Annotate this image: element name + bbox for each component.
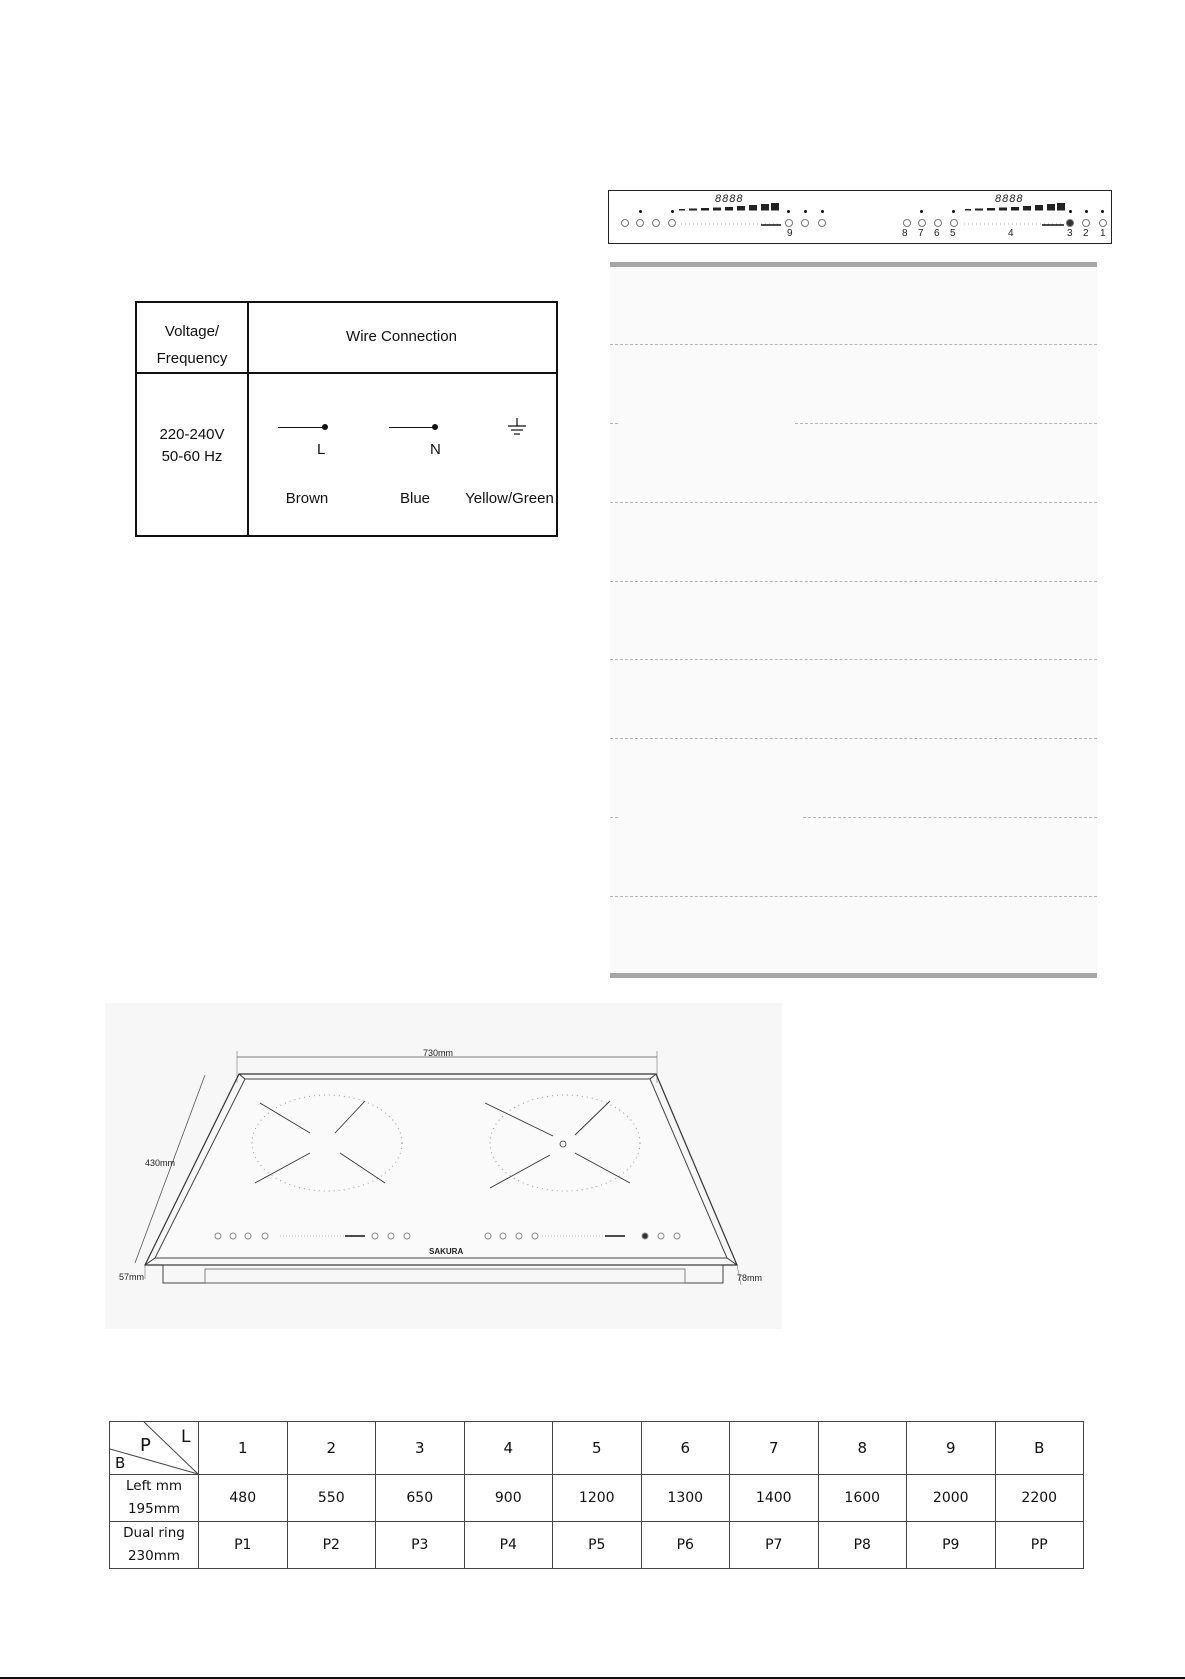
wire-connection-table [135,301,558,537]
main-power-icon [1099,219,1107,227]
wire-connection-header: Wire Connection [346,328,457,345]
label-7: 7 [918,228,924,239]
voltage-frequency-header: Voltage/ Frequency [156,323,228,367]
table-cell: 550 [287,1475,376,1522]
live-terminal-label: L [317,441,326,458]
neutral-terminal-label: N [430,441,441,458]
table-row [110,1522,1084,1569]
label-8: 8 [902,228,908,239]
right-power-bar [965,203,1065,211]
left-minus-button [621,219,629,227]
power-level-table [109,1421,1084,1569]
live-wire-line [278,427,325,428]
corner-l: L [181,1427,191,1447]
table-cell: P8 [818,1522,907,1569]
right-boost-button [1066,219,1074,227]
table-cell: P9 [907,1522,996,1569]
right-slider-scale [964,221,1064,227]
left-zone-display: 8888 [715,193,744,205]
table-cell: P2 [287,1522,376,1569]
left-timer-button [636,219,644,227]
label-6: 6 [934,228,940,239]
left-power-bar [679,203,779,211]
right-height-label: 78mm [737,1273,763,1283]
table-cell: P4 [464,1522,553,1569]
left-lock-button [801,219,809,227]
left-boost-button [785,219,793,227]
level-header: 4 [464,1422,553,1475]
voltage-value: 220-240V 50-60 Hz [159,426,225,465]
corner-b: B [115,1454,126,1472]
width-dimension-label: 730mm [423,1048,454,1058]
left-function-button [668,219,676,227]
table-cell: 480 [199,1475,288,1522]
blank-function-table [610,262,1097,978]
blue-wire-label: Blue [399,490,431,507]
right-function-button [950,219,958,227]
label-2: 2 [1083,228,1089,239]
right-zone-display: 8888 [995,193,1024,205]
table-cell: 2200 [995,1475,1084,1522]
power-icon [818,219,826,227]
table-cell: P6 [641,1522,730,1569]
level-header: 6 [641,1422,730,1475]
level-header: 2 [287,1422,376,1475]
table-cell: 900 [464,1475,553,1522]
table-cell: 650 [376,1475,465,1522]
level-header: 3 [376,1422,465,1475]
level-header: 8 [818,1422,907,1475]
table-cell: 1400 [730,1475,819,1522]
level-header: 7 [730,1422,819,1475]
left-height-label: 57mm [119,1272,145,1282]
level-header: 9 [907,1422,996,1475]
left-slider-scale [681,221,781,227]
yellow-green-wire-label: Yellow/Green [465,490,554,507]
brown-wire-label: Brown [285,490,329,507]
table-row [110,1475,1084,1522]
cooktop-dimension-drawing [105,1003,782,1329]
level-header: 5 [553,1422,642,1475]
table-cell: 1600 [818,1475,907,1522]
neutral-wire-line [389,427,435,428]
label-4: 4 [1008,228,1014,239]
table-cell: P5 [553,1522,642,1569]
table-cell: 1200 [553,1475,642,1522]
right-lock-button [1082,219,1090,227]
left-plus-button [652,219,660,227]
corner-p: P [140,1435,151,1456]
table-cell: P1 [199,1522,288,1569]
level-header: 1 [199,1422,288,1475]
level-header: B [995,1422,1084,1475]
live-terminal-dot [322,424,328,430]
brand-logo: SAKURA [429,1247,464,1256]
table-cell: 1300 [641,1475,730,1522]
control-panel-diagram [608,190,1112,244]
earth-ground-icon [507,418,527,438]
depth-dimension-label: 430mm [145,1158,176,1168]
right-minus-button [903,219,911,227]
right-plus-button [934,219,942,227]
table-cell: PP [995,1522,1084,1569]
table-cell: P7 [730,1522,819,1569]
label-1: 1 [1100,228,1106,239]
table-cell: P3 [376,1522,465,1569]
label-3: 3 [1067,228,1073,239]
neutral-terminal-dot [432,424,438,430]
table-header-row [110,1422,1084,1475]
corner-cell [110,1422,199,1475]
table-cell: 2000 [907,1475,996,1522]
label-5: 5 [950,228,956,239]
row-label: Left mm 195mm [110,1475,199,1522]
row-label: Dual ring 230mm [110,1522,199,1569]
label-9: 9 [787,228,793,239]
right-timer-button [918,219,926,227]
